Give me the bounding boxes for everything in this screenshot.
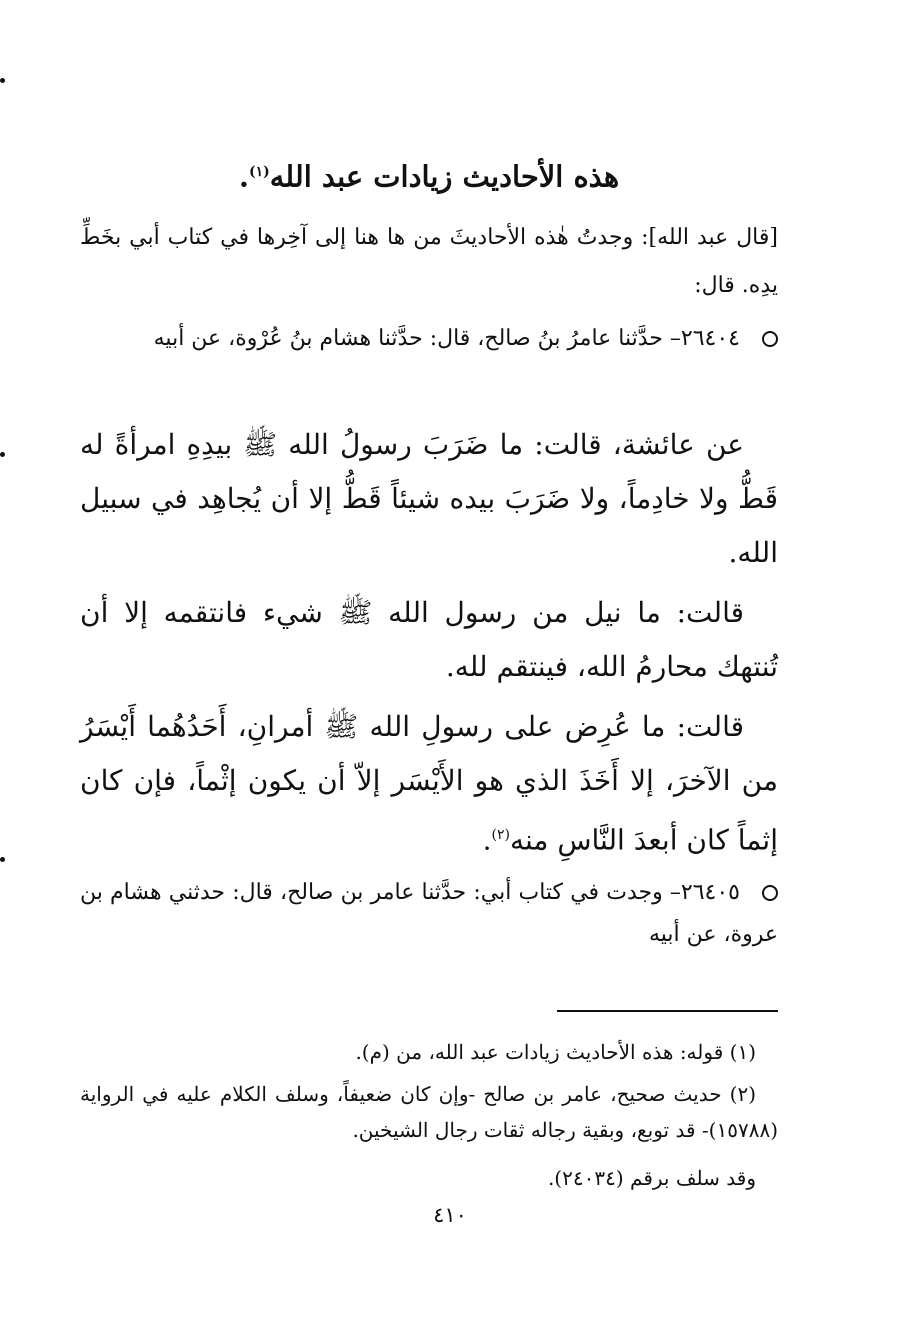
page-title (80, 150, 778, 199)
circle-marker-icon (762, 331, 778, 347)
scan-mark (0, 857, 5, 862)
circle-marker-icon (762, 885, 778, 901)
footnote-divider (557, 1010, 778, 1012)
footnote-1: (١) قوله: هذه الأحاديث زيادات عبد الله، من (م). (355, 1040, 756, 1064)
hadith-26404-isnad (80, 318, 778, 360)
scan-mark (0, 78, 5, 83)
scan-mark (0, 452, 5, 457)
matn-text: قالت: ما عُرِض على رسولِ الله ﷺ أمرانِ، أَحَدُهُما أَيْسَرُ من الآخرَ، إلا أَخَذَ الذي هو الأَيْسَر إلاّ أن يكون إثْماً، فإن كان إثماً كان أبعدَ النَّاسِ منه (80, 710, 778, 857)
footnote-ref-1: (١) (248, 164, 270, 180)
title-end: . (238, 159, 249, 194)
matn-end: . (482, 823, 492, 857)
hadith-26404-head-text: ٢٦٤٠٤– حدَّثنا عامرُ بنُ صالح، قال: حدَّثنا هشام بنُ عُرْوة، عن أبيه (153, 326, 740, 351)
hadith-26405-head-text: ٢٦٤٠٥– وجدت في كتاب أبي: حدَّثنا عامر بن صالح، قال: حدثني هشام بن عروة، عن أبيه (80, 880, 778, 947)
title-text: هذه الأحاديث زيادات عبد الله (269, 159, 620, 194)
hadith-matn-paragraph (80, 700, 778, 867)
intro-paragraph: [قال عبد الله]: وجدتُ هٰذه الأحاديثَ من ها هنا إلى آخِرها في كتاب أبي بخَطِّ يدِه. قال: (80, 225, 778, 298)
hadith-matn-paragraph: قالت: ما نيل من رسول الله ﷺ شيء فانتقمه إلا أن تُنتهك محارمُ الله، فينتقم لله. (80, 596, 778, 683)
hadith-26405-isnad (80, 872, 778, 956)
footnote-ref-2: (٢) (491, 827, 510, 843)
footnote-2-continued: وقد سلف برقم (٢٤٠٣٤). (547, 1166, 756, 1190)
page-number: ٤١٠ (433, 1203, 467, 1227)
footnote-2: (٢) حديث صحيح، عامر بن صالح -وإن كان ضعيفاً، وسلف الكلام عليه في الرواية (١٥٧٨٨)- قد توبع، وبقية رجاله ثقات رجال الشيخين. (80, 1082, 778, 1142)
hadith-matn-paragraph: عن عائشة، قالت: ما ضَرَبَ رسولُ الله ﷺ بيدِهِ امرأةً له قَطُّ ولا خادِماً، ولا ضَرَبَ بيده شيئاً قَطُّ إلا أن يُجاهِد في سبيل الله. (80, 428, 778, 569)
